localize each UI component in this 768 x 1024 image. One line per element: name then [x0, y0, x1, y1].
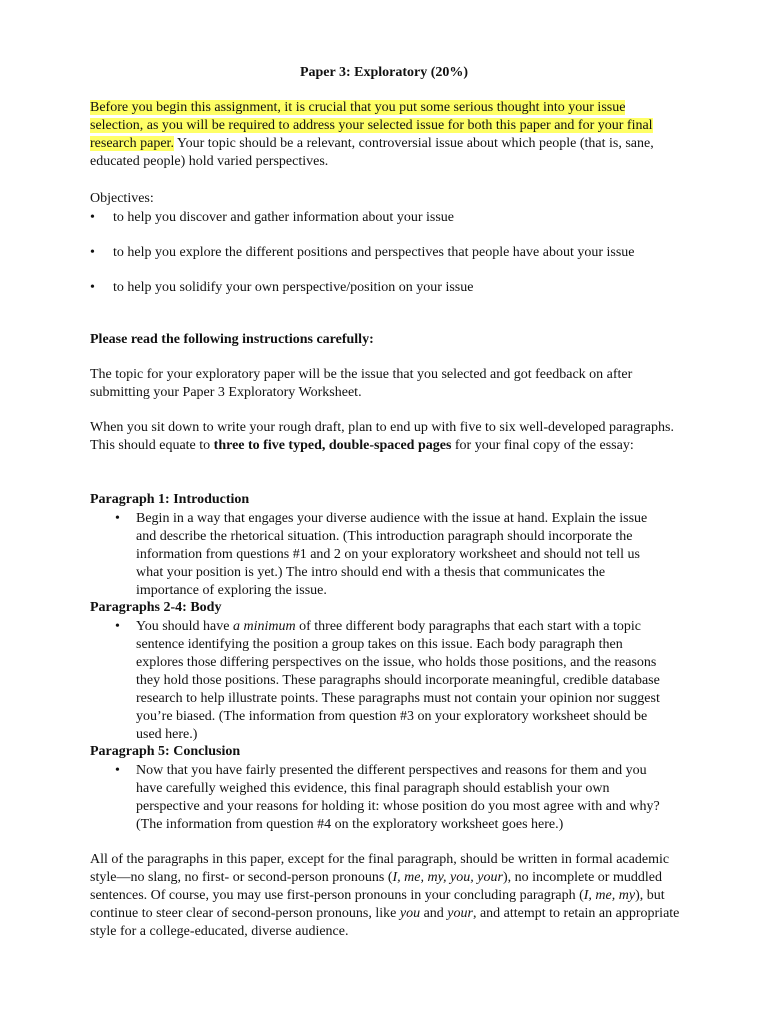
objectives-heading: Objectives:	[90, 191, 154, 206]
final-text-3: ), but continue to steer clear of second-person pronouns, like	[90, 888, 665, 921]
objective-text: to help you solidify your own perspective/position on your issue	[113, 280, 474, 295]
intro-rest-text: Your topic should be a relevant, controversial issue about which people (that is, sane, educated people) hold varied perspectives.	[90, 136, 654, 169]
draft-paragraph	[90, 419, 680, 455]
bullet-icon: •	[90, 280, 95, 295]
bullet-icon: •	[90, 245, 95, 260]
final-italic-4: your	[447, 906, 473, 921]
page-title: Paper 3: Exploratory (20%)	[299, 65, 469, 80]
bullet-icon: •	[115, 763, 120, 778]
intro-paragraph	[90, 99, 680, 171]
body-text-end: of three different body paragraphs that each start with a topic sentence identifying the position a group takes on this issue. Each body paragraph then explores those differing perspectives on the issue, who holds those positions, and the reasons they hold those positions. These paragraphs should incorporate meaningful, credible database research to help illustrate points. These paragraphs must not contain your opinion nor suggest you’re biased. (The information from question #3 on your exploratory worksheet should be used here.)	[136, 619, 660, 742]
final-paragraph	[90, 851, 680, 941]
body-italic-text: a minimum	[232, 619, 296, 634]
bullet-icon: •	[90, 210, 95, 225]
final-italic-2: I, me, my	[583, 888, 636, 903]
final-italic-3: you	[399, 906, 421, 921]
final-italic-1: I, me, my, you, your	[392, 870, 503, 885]
section-heading-conclusion: Paragraph 5: Conclusion	[90, 744, 241, 759]
body-text-start: You should have	[136, 619, 233, 634]
final-text-4: and	[420, 906, 448, 921]
topic-paragraph: The topic for your exploratory paper will be the issue that you selected and got feedback on after submitting your Paper 3 Exploratory Worksheet.	[90, 367, 633, 400]
final-text-2: ), no incomplete or muddled sentences. Of course, you may use first-person pronouns in your concluding paragraph (	[90, 870, 662, 903]
objective-text: to help you explore the different positions and perspectives that people have about your issue	[113, 245, 635, 260]
section-bullet-text: Begin in a way that engages your diverse audience with the issue at hand. Explain the issue and describe the rhetorical situation. (This introduction paragraph should incorporate the information from questions #1 and 2 on your exploratory worksheet and should not tell us what your position is yet.) The intro should end with a thesis that communicates the importance of exploring the issue.	[136, 511, 648, 598]
draft-bold-text: three to five typed, double-spaced pages	[213, 438, 452, 453]
draft-text-end: for your final copy of the essay:	[451, 438, 634, 453]
bullet-icon: •	[115, 619, 120, 634]
final-text-1: All of the paragraphs in this paper, except for the final paragraph, should be written in formal academic style—no slang, no first- or second-person pronouns (	[90, 852, 670, 885]
objective-text: to help you discover and gather information about your issue	[113, 210, 454, 225]
bullet-icon: •	[115, 511, 120, 526]
section-heading-body: Paragraphs 2-4: Body	[90, 600, 222, 615]
final-text-5: , and attempt to retain an appropriate style for a college-educated, diverse audience.	[90, 906, 680, 939]
draft-text: When you sit down to write your rough draft, plan to end up with five to six well-developed paragraphs. This should equate to	[90, 420, 674, 453]
section-bullet-text: Now that you have fairly presented the different perspectives and reasons for them and you have carefully weighed this evidence, this final paragraph should establish your own perspective and your reasons for holding it: whose position do you most agree with and why? (The information from question #4 on the exploratory worksheet goes here.)	[136, 763, 660, 832]
instructions-heading: Please read the following instructions carefully:	[90, 332, 374, 347]
highlighted-text: Before you begin this assignment, it is crucial that you put some serious thought into your issue selection, as you will be required to address your selected issue for both this paper and for your final research paper.	[90, 100, 653, 151]
section-heading-intro: Paragraph 1: Introduction	[90, 492, 250, 507]
section-bullet-text	[136, 618, 670, 744]
